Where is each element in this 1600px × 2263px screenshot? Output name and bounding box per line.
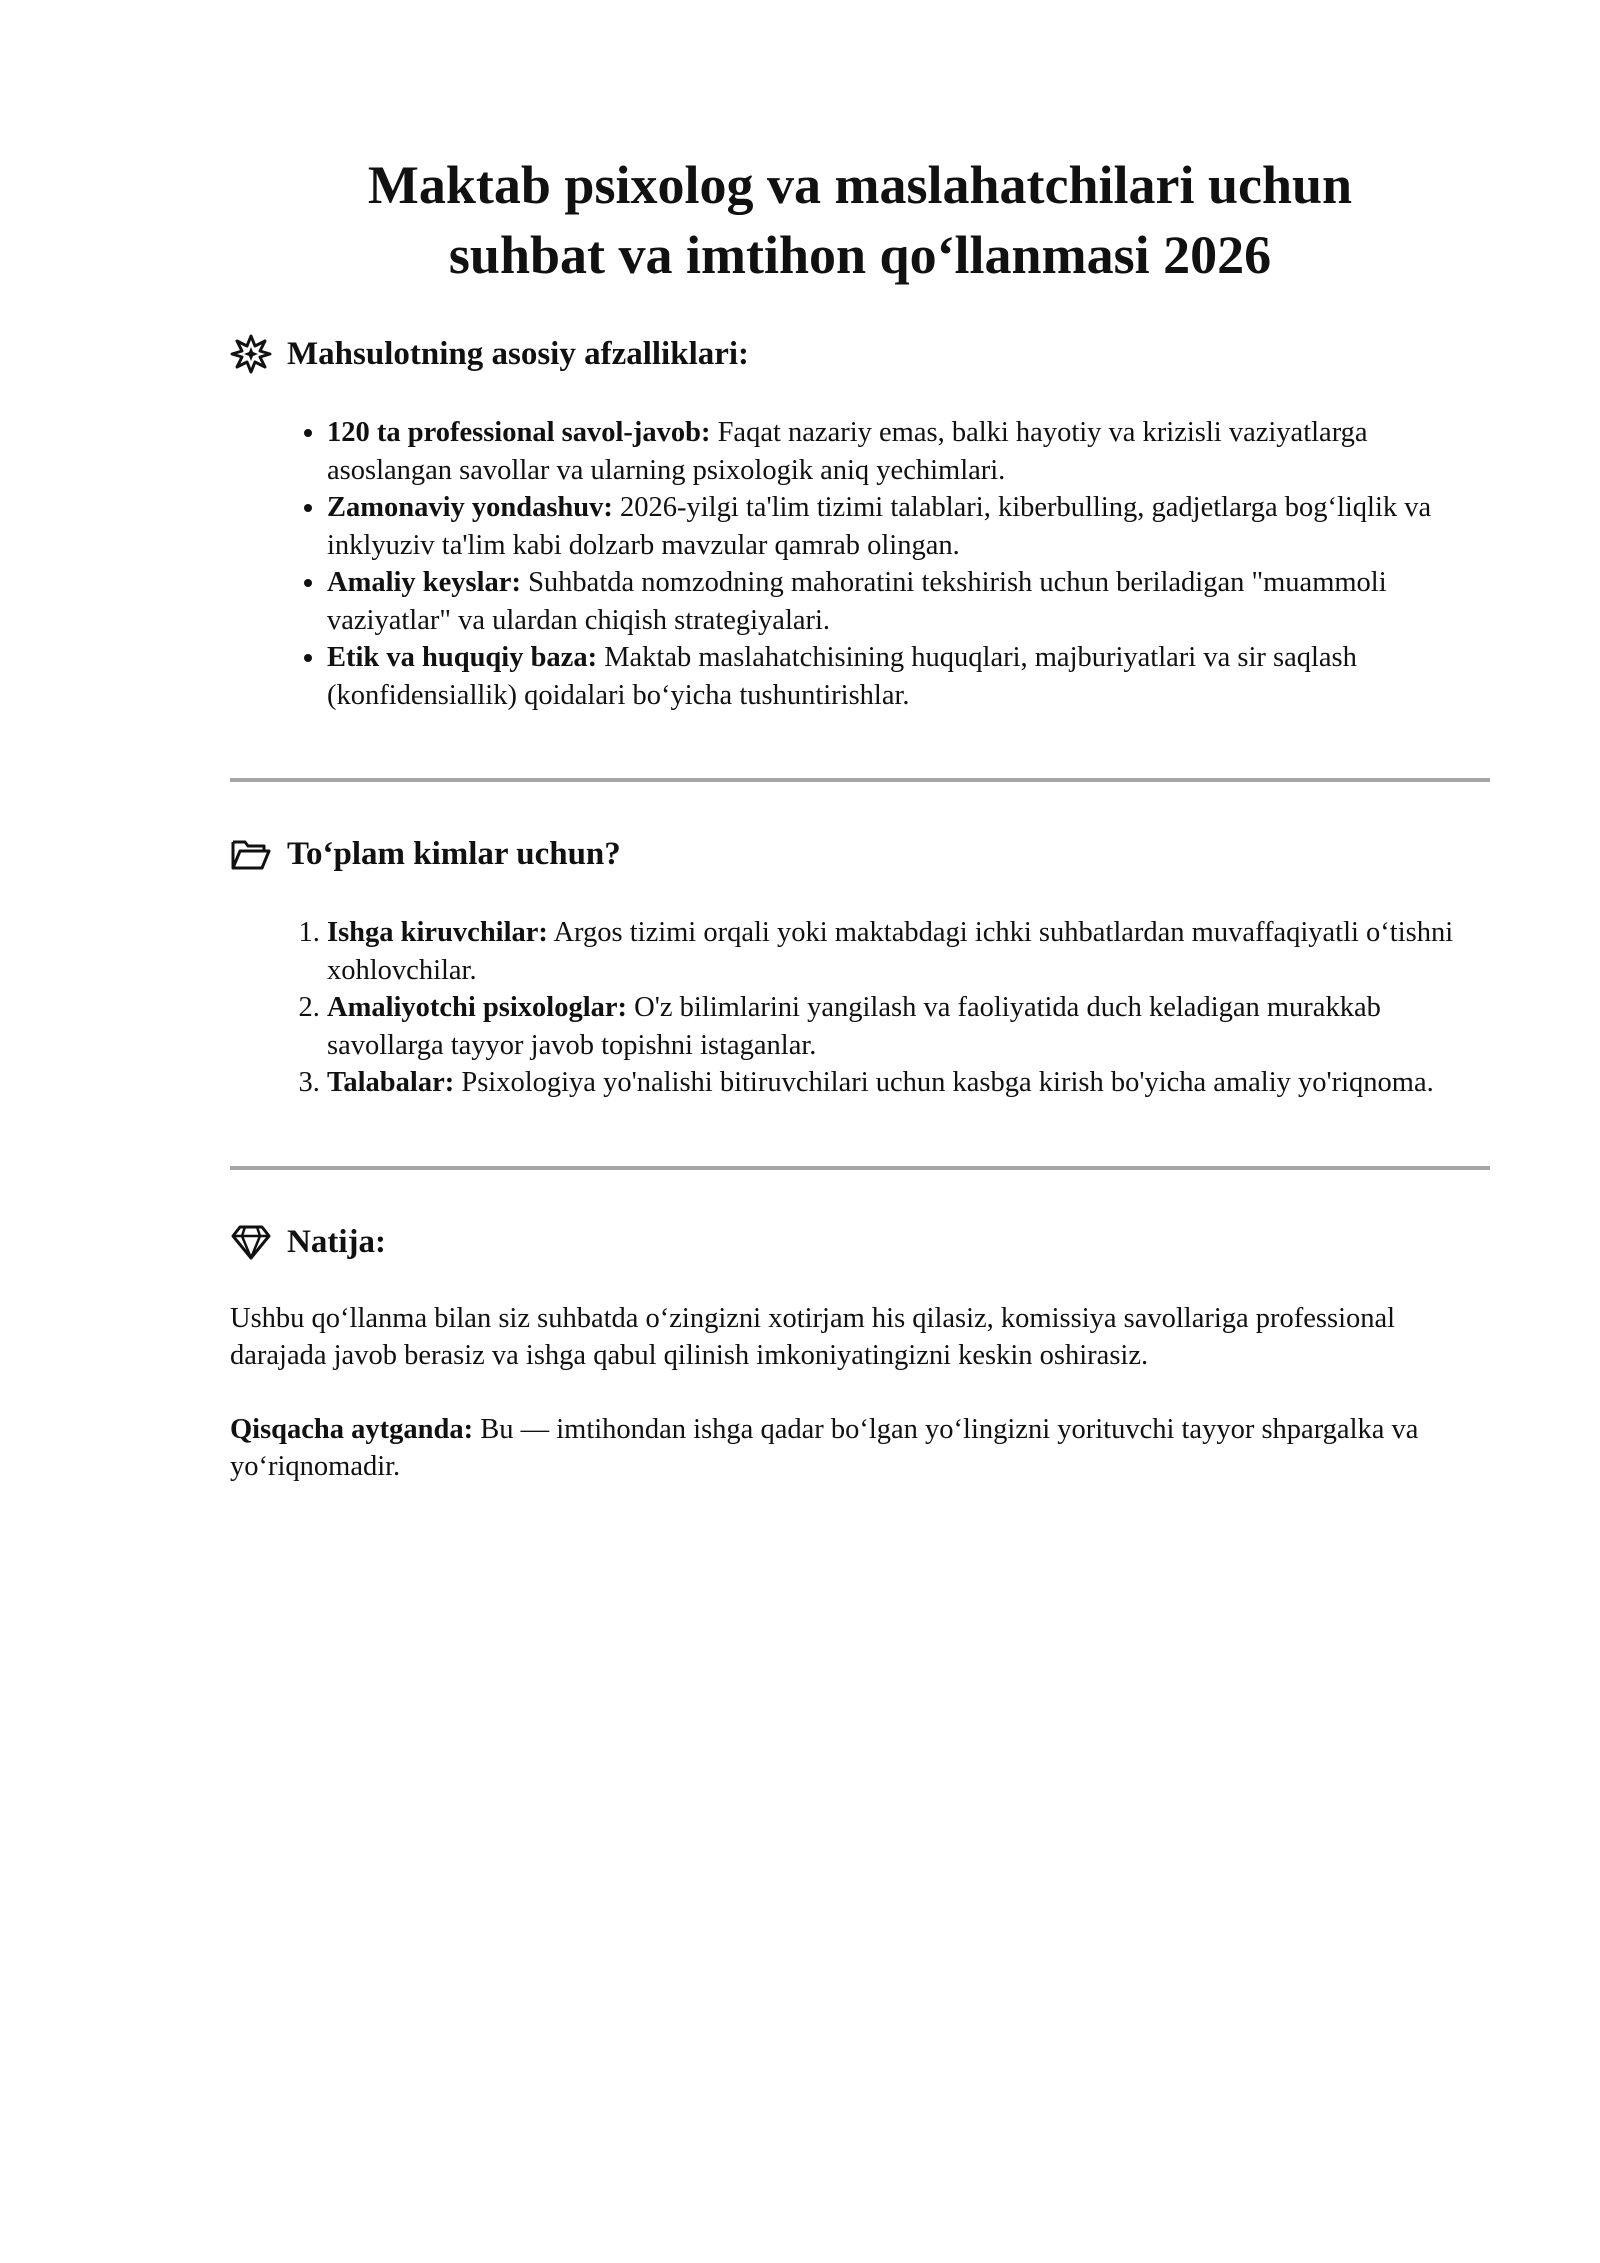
audience-heading-text: To‘plam kimlar uchun?: [287, 836, 621, 872]
list-item: [327, 1064, 1490, 1102]
item-text: Suhbatda nomzodning mahoratini tekshirish uchun beriladigan "muammoli vaziyatlar" va ulardan chiqish strategiyalari.: [327, 567, 1387, 636]
item-text: Argos tizimi orqali yoki maktabdagi ichki suhbatlardan muvaffaqiyatli o‘tishni xohlovchilar.: [327, 917, 1454, 986]
advantages-heading: [230, 332, 1490, 376]
item-label: 120 ta professional savol-javob:: [327, 417, 711, 448]
advantages-heading-text: Mahsulotning asosiy afzalliklari:: [287, 336, 750, 372]
summary-text: Bu — imtihondan ishga qadar bo‘lgan yo‘lingizni yorituvchi tayyor shpargalka va yo‘riqnomadir.: [230, 1413, 1419, 1482]
list-item: [327, 914, 1490, 989]
sparkle-icon: [230, 333, 272, 375]
list-item: [327, 489, 1490, 564]
result-heading: [230, 1220, 1490, 1264]
item-label: Zamonaviy yondashuv:: [327, 492, 613, 523]
diamond-icon: [230, 1221, 272, 1263]
document-page: [230, 150, 1490, 1486]
list-item: [327, 414, 1490, 489]
advantages-list: [230, 414, 1490, 714]
audience-list: [230, 914, 1490, 1102]
item-label: Amaliy keyslar:: [327, 567, 521, 598]
summary-label: Qisqacha aytganda:: [230, 1413, 474, 1445]
result-heading-text: Natija:: [287, 1223, 386, 1260]
list-item: [327, 564, 1490, 639]
title-line-1: Maktab psixolog va maslahatchilari uchun: [367, 155, 1353, 215]
summary-paragraph: [230, 1411, 1490, 1486]
list-item: [327, 639, 1490, 714]
item-label: Talabalar:: [327, 1067, 455, 1098]
document-title: [230, 150, 1490, 290]
item-label: Amaliyotchi psixologlar:: [327, 992, 628, 1023]
list-item: [327, 989, 1490, 1064]
item-text: O'z bilimlarini yangilash va faoliyatida duch keladigan murakkab savollarga tayyor javob topishni istaganlar.: [327, 992, 1381, 1061]
item-text: 2026-yilgi ta'lim tizimi talablari, kiberbulling, gadjetlarga bog‘liqlik va inklyuziv ta'lim kabi dolzarb mavzular qamrab olingan.: [327, 492, 1432, 561]
item-label: Etik va huquqiy baza:: [327, 642, 598, 673]
folder-icon: [230, 833, 272, 875]
title-line-2: suhbat va imtihon qo‘llanmasi 2026: [448, 225, 1272, 285]
section-divider: [230, 1166, 1490, 1170]
item-text: Faqat nazariy emas, balki hayotiy va krizisli vaziyatlarga asoslangan savollar va ularning psixologik aniq yechimlari.: [327, 417, 1368, 486]
item-label: Ishga kiruvchilar:: [327, 917, 548, 948]
audience-heading: [230, 832, 1490, 876]
result-paragraph: Ushbu qo‘llanma bilan siz suhbatda o‘zingizni xotirjam his qilasiz, komissiya savollariga professional darajada javob berasiz va ishga qabul qilinish imkoniyatingizni keskin oshirasiz.: [230, 1302, 1396, 1371]
item-text: Psixologiya yo'nalishi bitiruvchilari uchun kasbga kirish bo'yicha amaliy yo'riqnoma.: [454, 1067, 1434, 1098]
section-divider: [230, 778, 1490, 782]
item-text: Maktab maslahatchisining huquqlari, majburiyatlari va sir saqlash (konfidensiallik) qoidalari bo‘yicha tushuntirishlar.: [327, 642, 1357, 711]
